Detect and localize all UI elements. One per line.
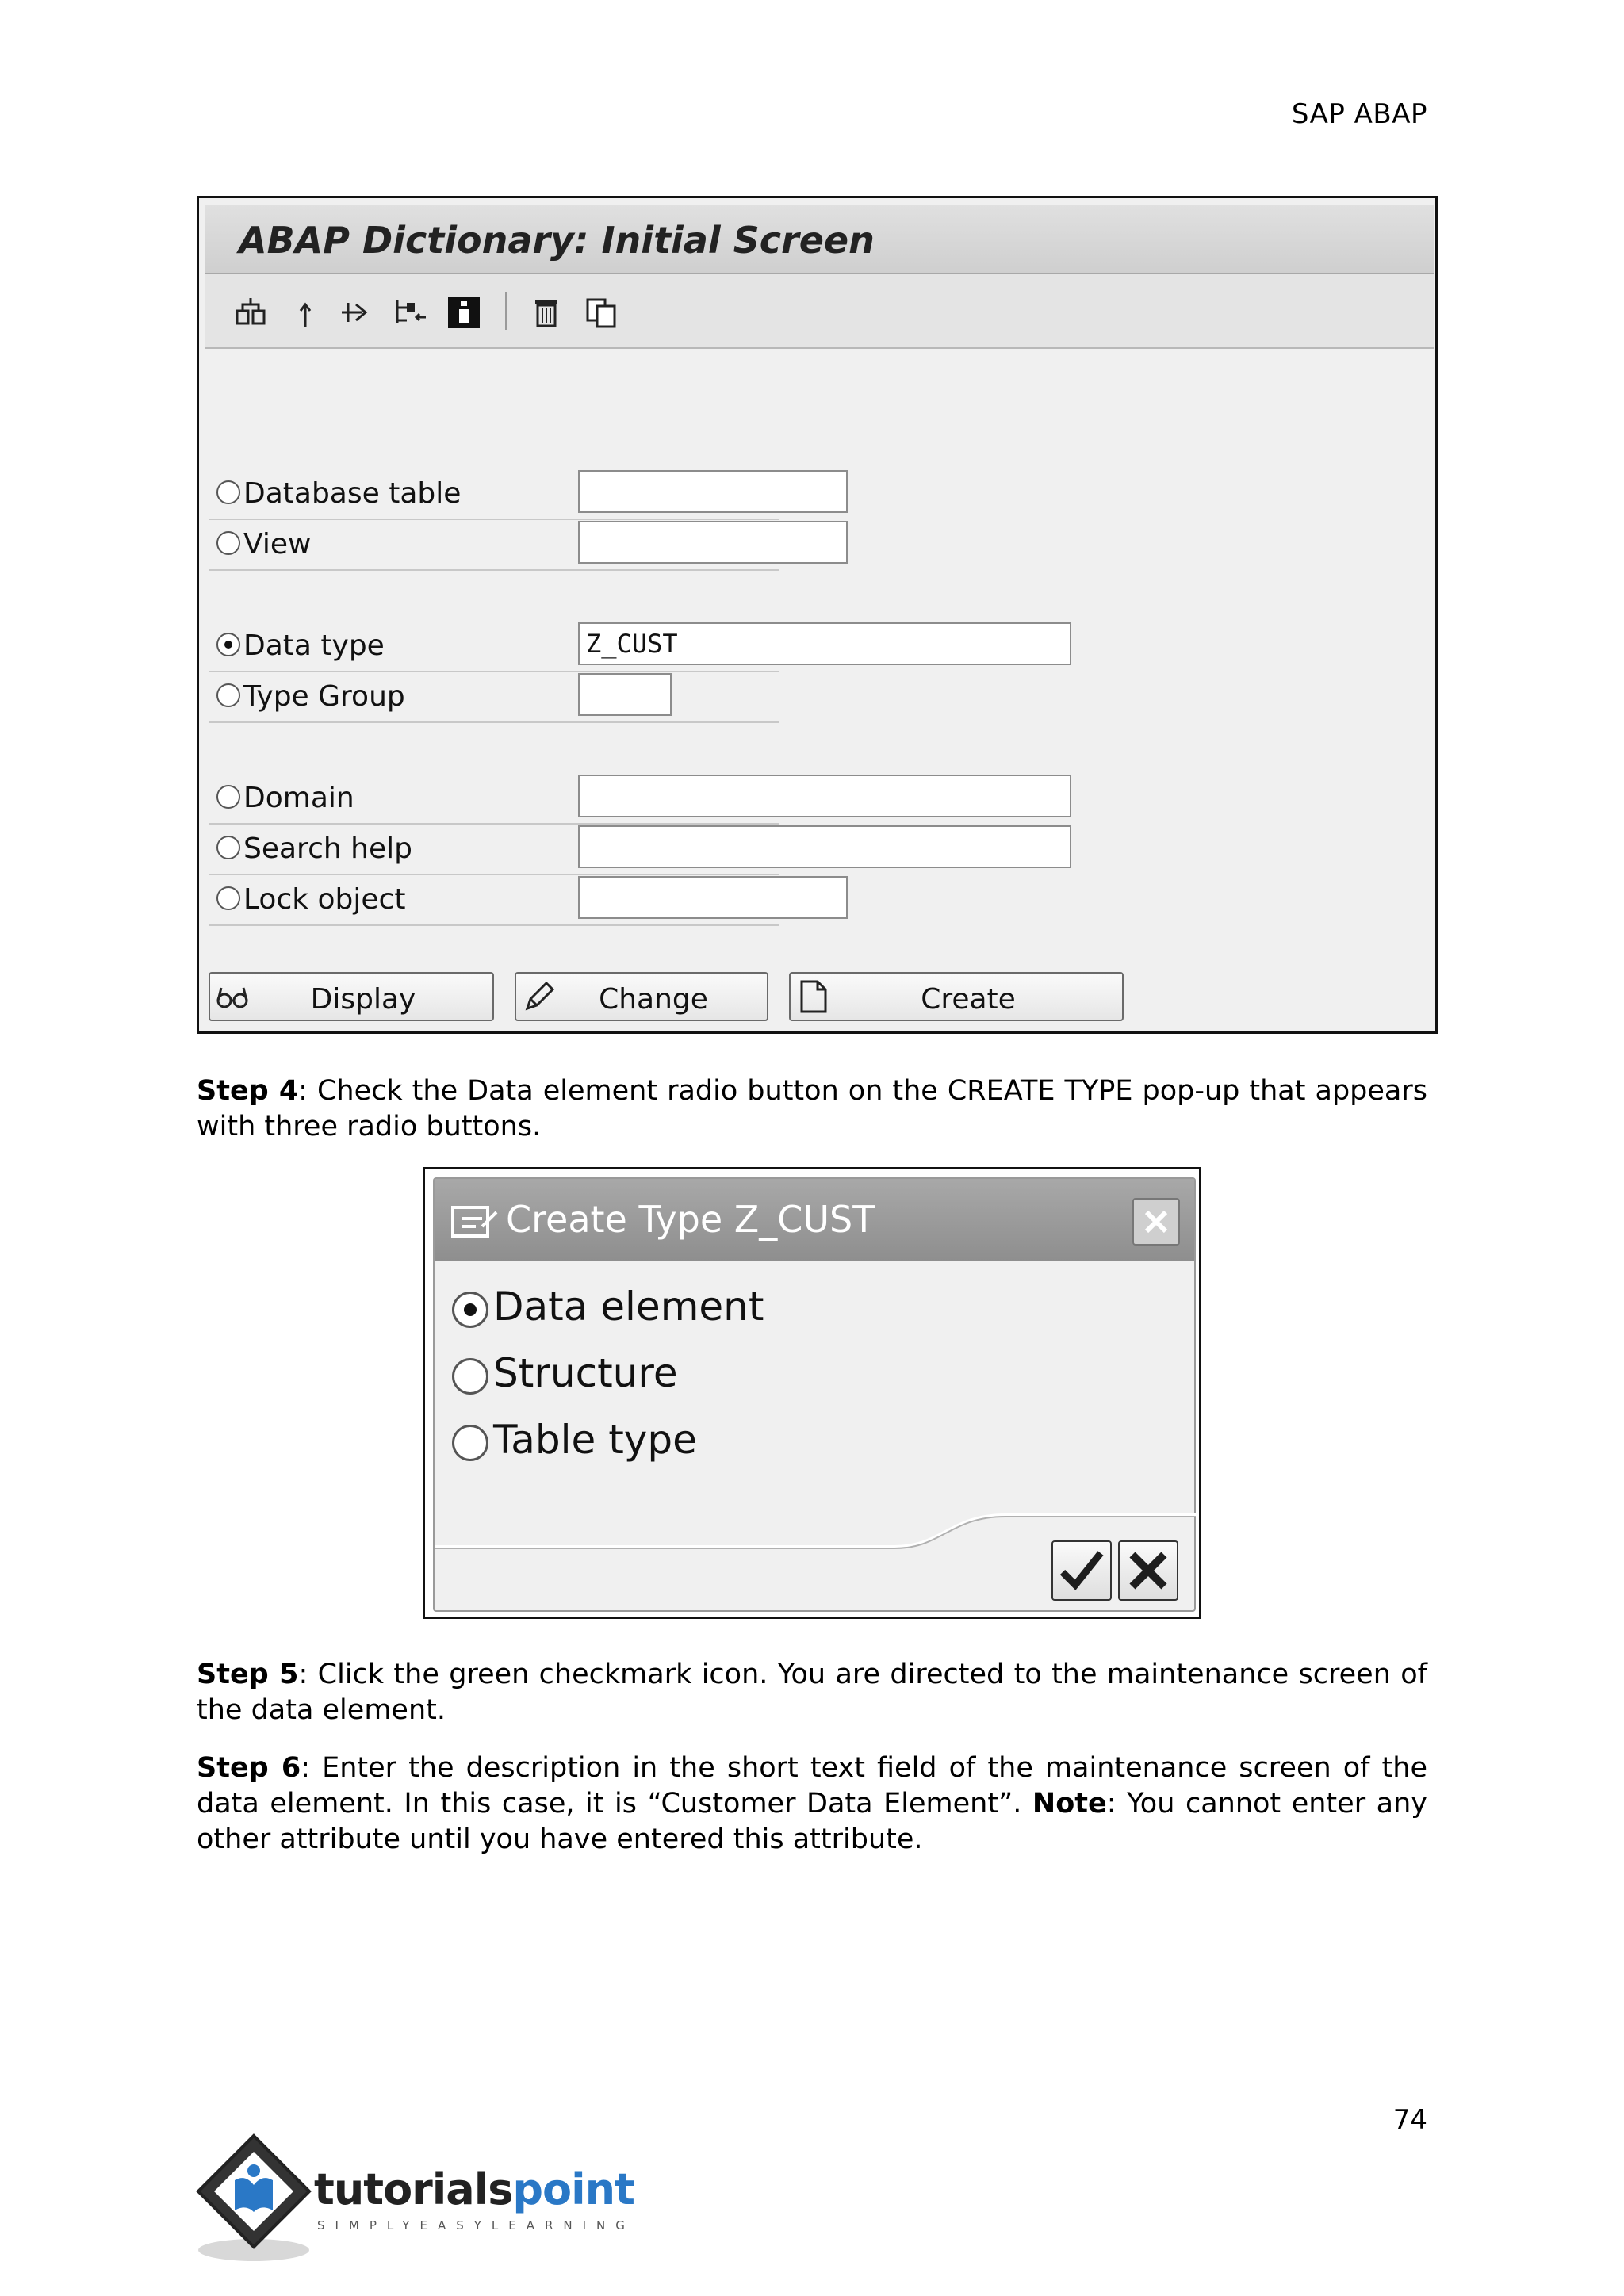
display-button-label: Display: [310, 983, 416, 1016]
logo-tagline: SIMPLYEASYLEARNING: [317, 2218, 635, 2233]
create-button-label: Create: [921, 983, 1016, 1016]
step-6-paragraph: [197, 1751, 1427, 1858]
row-label: Search help: [243, 832, 412, 865]
hierarchy-icon[interactable]: [393, 295, 427, 330]
radio-data-type[interactable]: [216, 633, 240, 656]
radio-type-group[interactable]: [216, 683, 240, 707]
create-type-dialog: [433, 1177, 1196, 1612]
search-help-input[interactable]: [578, 825, 1071, 868]
radio-data-element[interactable]: [452, 1292, 488, 1328]
info-icon[interactable]: [446, 295, 481, 330]
row-label: Lock object: [243, 883, 406, 916]
view-input[interactable]: [578, 521, 848, 564]
step-6-text: : Enter the description in the short text field of the maintenance screen of the data element. In this case, it is “Customer Data Element”.: [197, 1752, 1427, 1820]
create-type-popup-screenshot: [423, 1167, 1201, 1619]
note-text: : You cannot enter any other attribute until you have entered this attribute.: [197, 1788, 1427, 1855]
row-label: View: [243, 528, 312, 561]
popup-close-button[interactable]: [1132, 1198, 1180, 1246]
step-4-text: : Check the Data element radio button on the CREATE TYPE pop-up that appears with three radio buttons.: [197, 1075, 1427, 1142]
radio-search-help[interactable]: [216, 836, 240, 859]
logo-word-tutorials: tutorials: [314, 2164, 513, 2214]
option-data-element-label: Data element: [493, 1284, 764, 1330]
row-label: Type Group: [243, 680, 405, 713]
step-6-label: Step 6: [197, 1752, 301, 1784]
abap-dictionary-screenshot: [197, 196, 1438, 1034]
page-number: 74: [1392, 2104, 1427, 2136]
sap-screen-title: ABAP Dictionary: Initial Screen: [239, 219, 875, 262]
step-5-text: : Click the green checkmark icon. You are directed to the maintenance screen of the data element.: [197, 1659, 1427, 1726]
data-type-input[interactable]: Z_CUST: [578, 622, 1071, 665]
step-5-label: Step 5: [197, 1659, 299, 1690]
radio-lock-object[interactable]: [216, 886, 240, 910]
toolbar-separator: [505, 292, 507, 330]
radio-database-table[interactable]: [216, 480, 240, 504]
change-button[interactable]: [515, 972, 768, 1021]
delete-icon[interactable]: [529, 295, 564, 330]
copy-icon[interactable]: [584, 295, 619, 330]
create-dialog-icon: [450, 1203, 500, 1241]
option-table-type-label: Table type: [493, 1417, 697, 1463]
step-5-paragraph: [197, 1657, 1427, 1728]
logo-word-point: point: [512, 2164, 634, 2214]
type-group-input[interactable]: [578, 673, 672, 716]
lock-object-input[interactable]: [578, 876, 848, 919]
logo-wordmark: [314, 2164, 634, 2214]
navigate-icon[interactable]: [339, 295, 373, 330]
database-table-input[interactable]: [578, 470, 848, 513]
row-type-group: [209, 672, 779, 723]
note-label: Note: [1032, 1788, 1107, 1820]
where-used-icon[interactable]: [288, 295, 323, 330]
step-4-label: Step 4: [197, 1075, 299, 1107]
radio-domain[interactable]: [216, 785, 240, 809]
close-icon: [1134, 1200, 1178, 1244]
create-button[interactable]: [789, 972, 1124, 1021]
cancel-button[interactable]: [1118, 1540, 1178, 1601]
change-button-label: Change: [599, 983, 708, 1016]
domain-input[interactable]: [578, 775, 1071, 817]
checkmark-icon: [1053, 1542, 1110, 1599]
popup-title: Create Type Z_CUST: [506, 1198, 875, 1241]
cancel-x-icon: [1120, 1542, 1177, 1599]
option-structure-label: Structure: [493, 1350, 678, 1396]
radio-structure[interactable]: [452, 1358, 488, 1395]
tutorialspoint-logo: [190, 2125, 634, 2267]
object-list-icon[interactable]: [234, 295, 269, 330]
sap-title-bar: [205, 205, 1434, 274]
popup-title-bar: [435, 1179, 1194, 1261]
logo-diamond-icon: [190, 2125, 325, 2267]
confirm-button[interactable]: [1051, 1540, 1112, 1601]
step-4-paragraph: [197, 1073, 1427, 1145]
display-button[interactable]: [209, 972, 494, 1021]
radio-table-type[interactable]: [452, 1425, 488, 1461]
running-header: SAP ABAP: [1291, 98, 1427, 130]
row-label: Domain: [243, 782, 354, 814]
sap-toolbar: [205, 274, 1434, 349]
radio-view[interactable]: [216, 531, 240, 555]
row-label: Data type: [243, 629, 385, 662]
row-label: Database table: [243, 477, 462, 510]
